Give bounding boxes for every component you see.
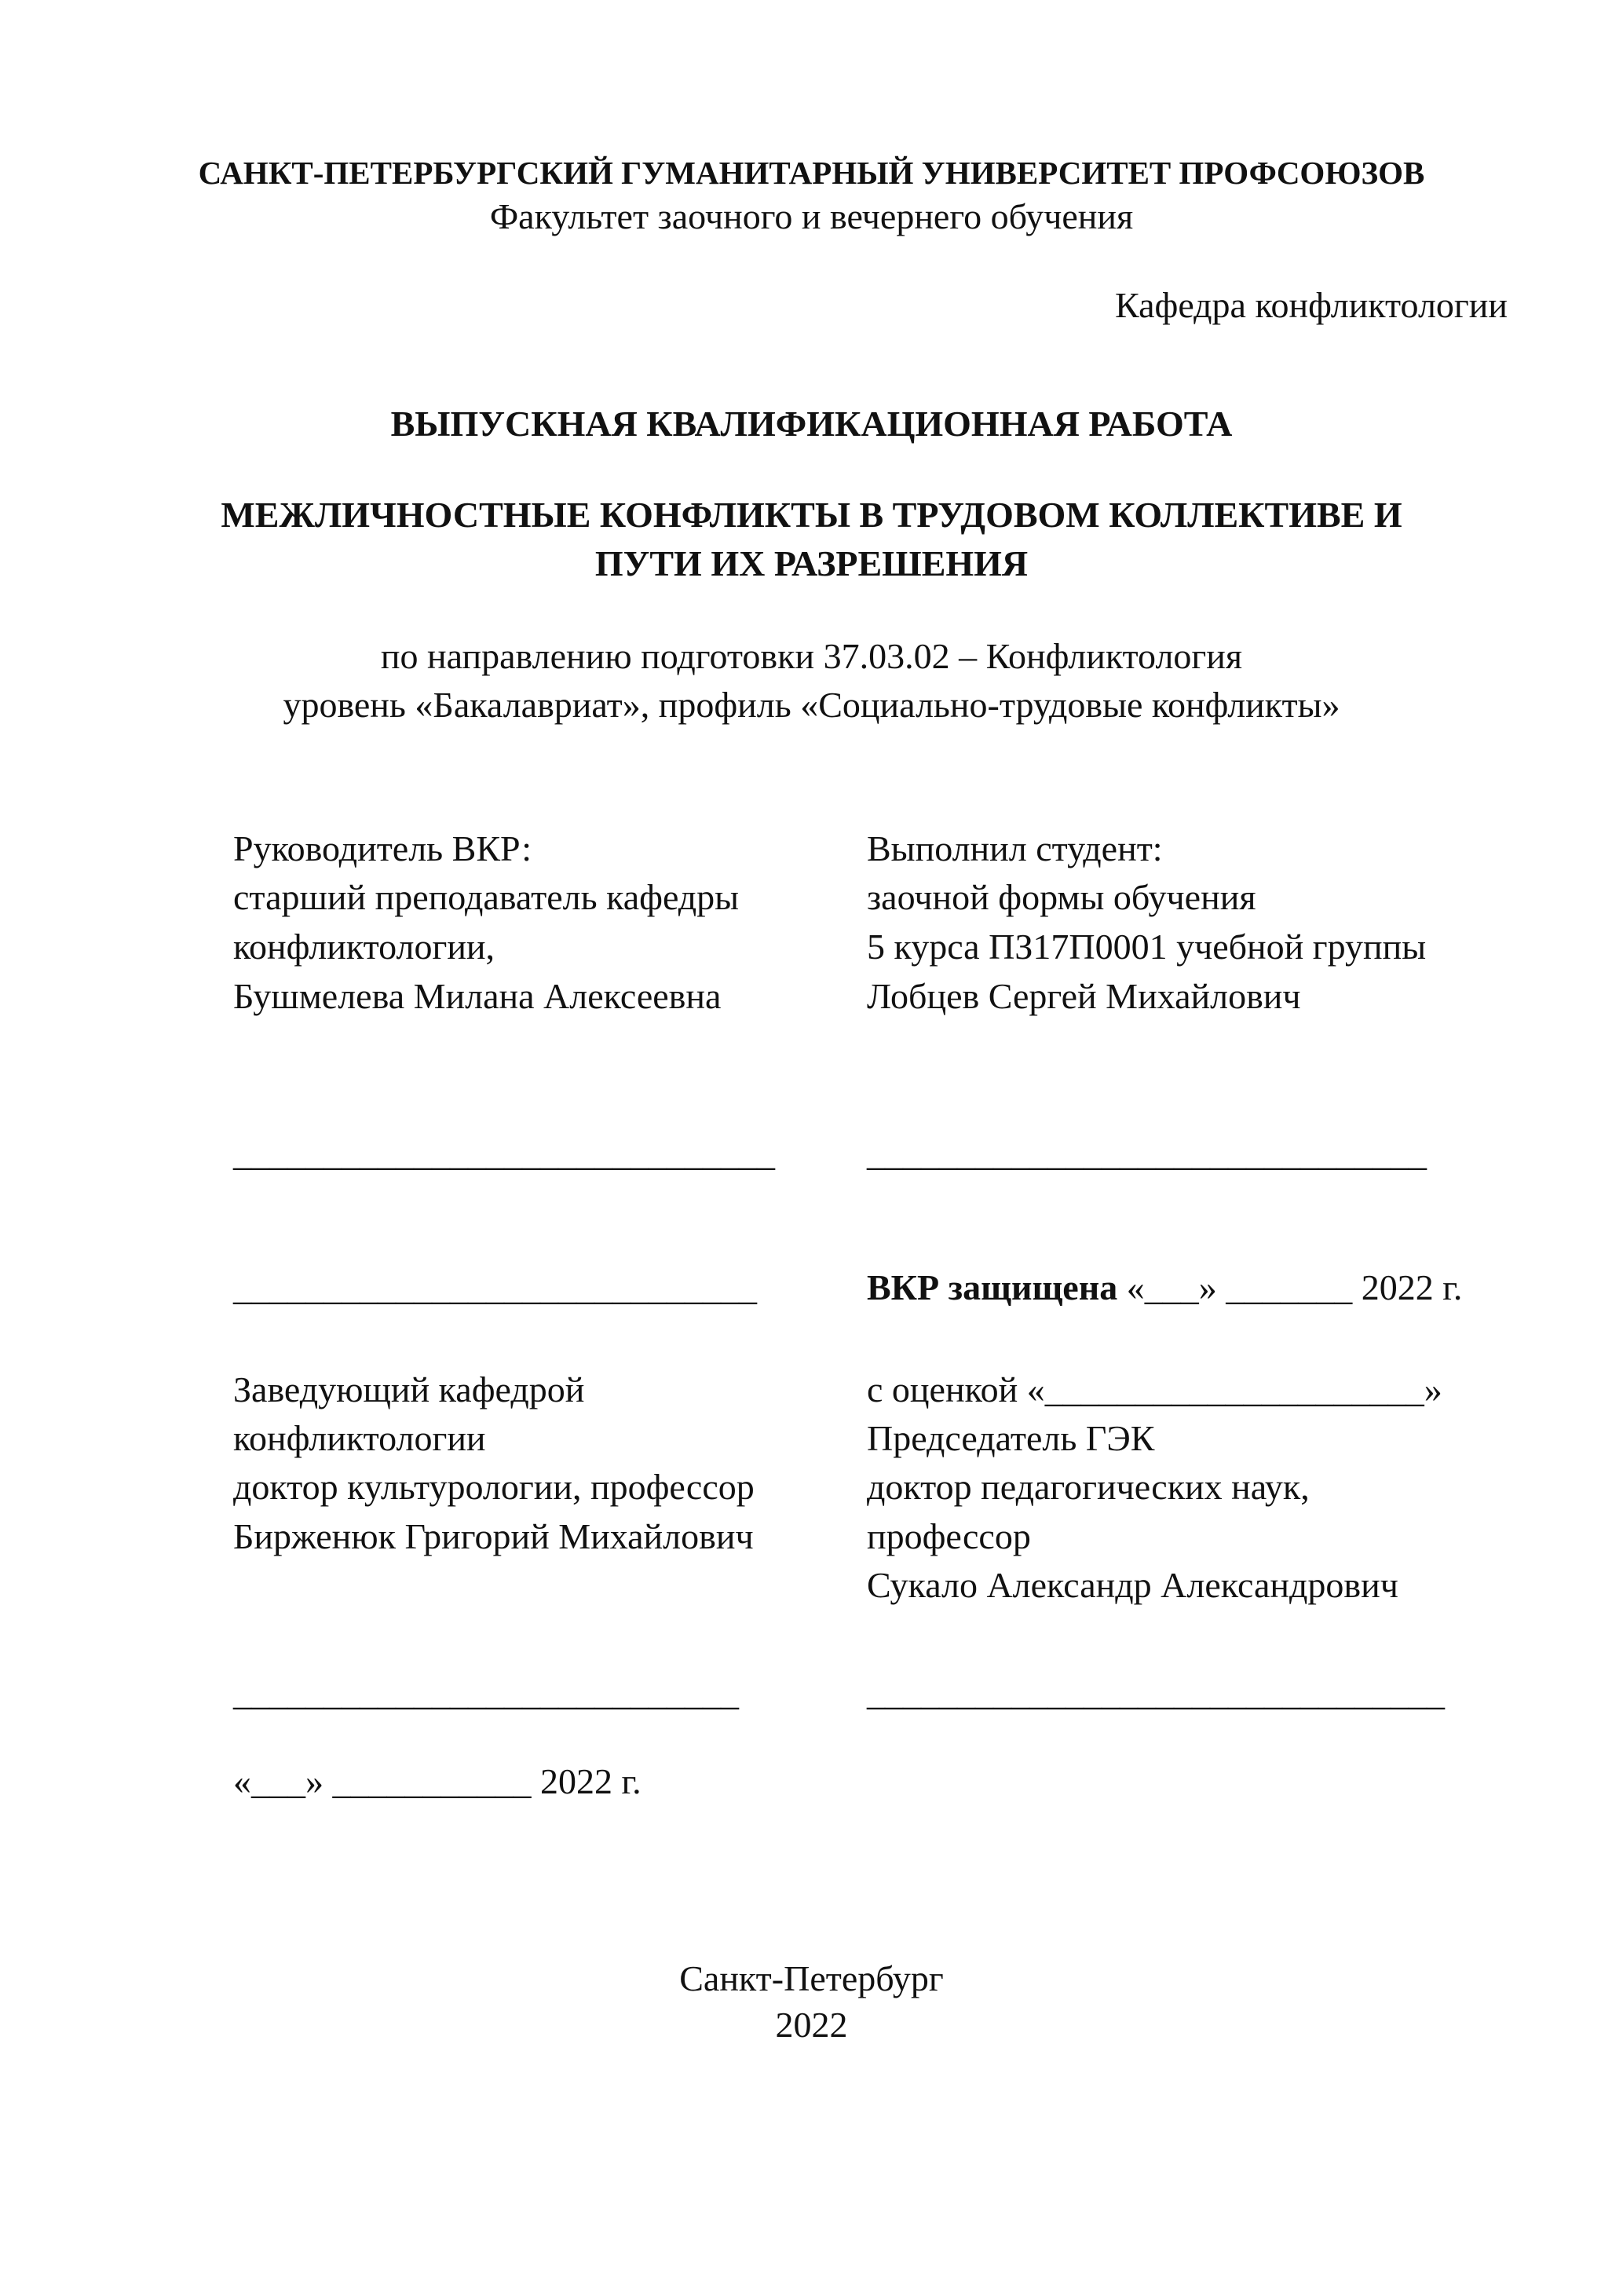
defense-label: ВКР защищена	[867, 1267, 1118, 1307]
chair-degree-line2: профессор	[867, 1516, 1031, 1556]
head-signature-date: «___» ___________ 2022 г.	[233, 1761, 642, 1801]
supervisor-label: Руководитель ВКР:	[233, 828, 532, 868]
supervisor-name: Бушмелева Милана Алексеевна	[233, 976, 722, 1016]
defense-date: «___» _______ 2022 г.	[1117, 1267, 1463, 1307]
chair-name: Сукало Александр Александрович	[867, 1565, 1398, 1605]
university-name: САНКТ-ПЕТЕРБУРГСКИЙ ГУМАНИТАРНЫЙ УНИВЕРСИТЕТ ПРОФСОЮЗОВ	[198, 155, 1425, 191]
student-signature-line: _______________________________	[867, 1133, 1427, 1173]
study-direction: по направлению подготовки 37.03.02 – Конфликтология	[380, 636, 1243, 676]
head-label-line2: конфликтологии	[233, 1418, 486, 1458]
student-label: Выполнил студент:	[867, 828, 1163, 868]
admission-signature-line: _____________________________	[233, 1267, 757, 1307]
supervisor-position-line2: конфликтологии,	[233, 927, 495, 967]
chair-degree-line1: доктор педагогических наук,	[867, 1467, 1310, 1507]
work-title-line1: МЕЖЛИЧНОСТНЫЕ КОНФЛИКТЫ В ТРУДОВОМ КОЛЛЕКТИВЕ И	[221, 495, 1402, 535]
study-level: уровень «Бакалавриат», профиль «Социально-трудовые конфликты»	[283, 685, 1340, 725]
defense-statement	[867, 1266, 1462, 1310]
head-degree: доктор культурологии, профессор	[233, 1467, 755, 1507]
supervisor-signature-line: ______________________________	[233, 1133, 775, 1173]
work-title-line2: ПУТИ ИХ РАЗРЕШЕНИЯ	[594, 543, 1029, 583]
year: 2022	[775, 2005, 848, 2045]
head-signature-line: ____________________________	[233, 1673, 739, 1713]
supervisor-position-line1: старший преподаватель кафедры	[233, 877, 740, 917]
defense-grade: с оценкой «_____________________»	[867, 1369, 1442, 1409]
head-label-line1: Заведующий кафедрой	[233, 1369, 585, 1409]
department-name: Кафедра конфликтологии	[1115, 285, 1508, 325]
chair-label: Председатель ГЭК	[867, 1418, 1155, 1458]
chair-signature-line: ________________________________	[867, 1673, 1445, 1713]
faculty-name: Факультет заочного и вечернего обучения	[489, 196, 1134, 236]
city: Санкт-Петербург	[679, 1958, 944, 1998]
student-name: Лобцев Сергей Михайлович	[867, 976, 1301, 1016]
head-name: Бирженюк Григорий Михайлович	[233, 1516, 754, 1556]
work-type: ВЫПУСКНАЯ КВАЛИФИКАЦИОННАЯ РАБОТА	[390, 404, 1233, 444]
student-form: заочной формы обучения	[867, 877, 1256, 917]
student-group: 5 курса ПЗ17П0001 учебной группы	[867, 927, 1427, 967]
